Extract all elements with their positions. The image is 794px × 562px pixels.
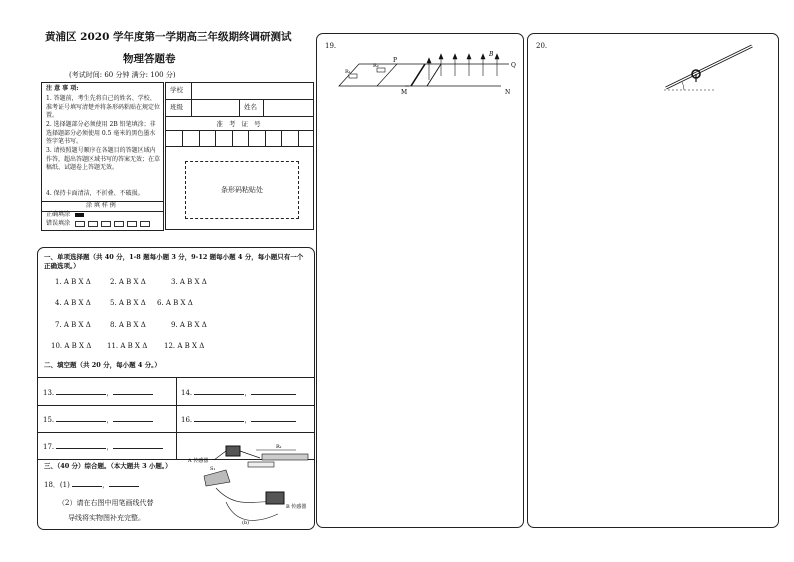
q18-1-blank-2[interactable]	[109, 486, 139, 487]
filled-bubble-icon	[75, 213, 84, 217]
r1-label: R₁	[276, 444, 282, 450]
separator: ，	[106, 416, 114, 424]
wrong-bubble-icon	[140, 221, 150, 227]
fill-q16[interactable]	[181, 415, 296, 425]
school-field[interactable]	[192, 83, 314, 100]
figure-b-label: (b)	[242, 520, 250, 526]
separator: ，	[244, 416, 252, 424]
label-p: P	[393, 57, 398, 64]
mc-question-10[interactable]: 10. A B X Δ	[51, 342, 92, 350]
q20-panel	[527, 33, 779, 528]
answer-sheet-title: 物理答题卷	[123, 53, 176, 65]
fill-example-label: 涂 填 样 例	[86, 202, 116, 209]
s1-label: S₁	[210, 466, 216, 472]
wrong-bubble-icon	[101, 221, 111, 227]
mc-question-7[interactable]: 7. A B X Δ	[55, 321, 91, 329]
label-r1: R₁	[345, 69, 351, 75]
exam-title: 黄浦区 2020 学年度第一学期高三年级期终调研测试	[45, 31, 292, 43]
mc-question-5[interactable]: 5. A B X Δ	[110, 299, 146, 307]
q18-part1	[44, 480, 139, 490]
fill-q14[interactable]	[181, 388, 296, 398]
wire	[240, 451, 260, 458]
separator: ，	[106, 443, 114, 451]
exam-id-digit-boxes[interactable]	[166, 131, 314, 147]
section2-heading: 二、填空题（共 20 分，每小题 4 分。）	[44, 361, 161, 369]
mc-question-1[interactable]: 1. A B X Δ	[55, 278, 91, 286]
separator: ，	[244, 389, 252, 397]
angle-arc	[682, 82, 684, 90]
sensor-a-icon	[226, 446, 240, 456]
wrong-fill-row	[46, 220, 153, 229]
q19-figure	[329, 46, 519, 96]
q16-blank-2[interactable]	[251, 421, 296, 422]
section3-heading: 三、（40 分）综合题。（本大题共 3 小题。）	[44, 462, 172, 470]
label-m: M	[401, 89, 408, 96]
q18-1-blank-1[interactable]	[72, 486, 102, 487]
answer-section-box	[37, 247, 315, 530]
wrong-fill-label: 错误填涂	[46, 220, 71, 227]
notice-item: 4. 保持卡面清洁，不折叠、不破损。	[46, 190, 144, 197]
class-field[interactable]	[192, 100, 240, 117]
fill-q17[interactable]	[43, 442, 163, 452]
q15-blank-1[interactable]	[56, 421, 106, 422]
name-field[interactable]	[264, 100, 314, 117]
label-b: B	[489, 51, 494, 58]
sensor-b-icon	[266, 492, 284, 504]
mc-question-12[interactable]: 12. A B X Δ	[164, 342, 205, 350]
wrong-bubble-icon	[127, 221, 137, 227]
mc-question-2[interactable]: 2. A B X Δ	[110, 278, 146, 286]
battery-icon	[204, 470, 230, 486]
notice-item: 3. 请按照题号顺序在各题目的答题区域内作答，超出答题区域书写的答案无效；在草稿纸、试题卷上答题无效。	[46, 147, 161, 172]
q17-blank-2[interactable]	[113, 448, 163, 449]
q13-blank-1[interactable]	[56, 394, 106, 395]
exam-id-label: 准 考 证 号	[166, 117, 314, 131]
q17-blank-1[interactable]	[56, 448, 106, 449]
name-label: 姓名	[240, 100, 264, 117]
mc-question-4[interactable]: 4. A B X Δ	[55, 299, 91, 307]
q16-blank-1[interactable]	[194, 421, 244, 422]
rail-frame	[339, 64, 397, 86]
school-label: 学校	[166, 83, 192, 100]
wrong-bubble-icon	[114, 221, 124, 227]
class-label: 班级	[166, 100, 192, 117]
notice-heading: 注 意 事 项:	[46, 85, 79, 92]
wire	[214, 451, 226, 460]
q16-label: 16.	[181, 416, 193, 424]
q14-label: 14.	[181, 389, 193, 397]
mc-question-8[interactable]: 8. A B X Δ	[110, 321, 146, 329]
mc-question-11[interactable]: 11. A B X Δ	[107, 342, 148, 350]
switch-icon	[248, 462, 274, 467]
sensor-a-label: A 传感器	[188, 458, 209, 464]
notice-item: 1. 答题前，考生先将自己的姓名、学校、准考证号填写清楚并将条形码粘贴在规定位置。	[46, 95, 161, 120]
separator: ，	[102, 481, 110, 489]
wire	[216, 488, 272, 503]
notice-item: 2. 选择题部分必须使用 2B 铅笔填涂；非选择题部分必须使用 0.5 毫米的黑色墨水签字笔书写。	[46, 121, 156, 146]
label-q: Q	[511, 62, 516, 69]
barcode-area	[185, 161, 299, 219]
q15-blank-2[interactable]	[113, 421, 153, 422]
fill-q15[interactable]	[43, 415, 153, 425]
mc-question-9[interactable]: 9. A B X Δ	[171, 321, 207, 329]
rheostat-icon	[262, 454, 308, 460]
q18-circuit-figure[interactable]	[186, 440, 314, 526]
q15-label: 15.	[43, 416, 55, 424]
q13-blank-2[interactable]	[113, 394, 153, 395]
barcode-label: 条形码粘贴处	[221, 186, 263, 194]
label-n: N	[505, 89, 511, 96]
q20-figure	[658, 42, 758, 98]
sensor-b-label: B 传感器	[286, 504, 307, 510]
mc-question-6[interactable]: 6. A B X Δ	[157, 299, 193, 307]
q19-panel	[316, 33, 524, 528]
correct-fill-row	[46, 211, 84, 220]
wire	[226, 502, 278, 520]
incline-rod-inner	[666, 46, 752, 88]
correct-fill-label: 正确填涂	[46, 211, 71, 218]
q20-label: 20.	[536, 42, 548, 50]
q18-2-text: （2）请在右图中用笔画线代替	[58, 499, 154, 507]
q14-blank-2[interactable]	[251, 394, 296, 395]
label-r2: R₂	[373, 63, 379, 69]
notice-box	[41, 82, 164, 231]
conductor-rod	[411, 64, 425, 86]
wrong-bubble-icon	[75, 221, 85, 227]
q19-label: 19.	[325, 42, 337, 50]
mc-question-3[interactable]: 3. A B X Δ	[171, 278, 207, 286]
section1-heading: 一、单项选择题（共 40 分，1-8 题每小题 3 分，9-12 题每小题 4 分，每小题只有一个正确选项。）	[44, 253, 304, 270]
student-info-table	[165, 82, 314, 230]
q13-label: 13.	[43, 389, 55, 397]
time-score-info: (考试时间: 60 分钟 满分: 100 分)	[69, 71, 176, 79]
q18-2-text-b: 导线将实物图补充完整。	[68, 514, 145, 522]
separator: ，	[106, 389, 114, 397]
q17-label: 17.	[43, 443, 55, 451]
q14-blank-1[interactable]	[194, 394, 244, 395]
wrong-bubble-icon	[88, 221, 98, 227]
fill-q13[interactable]	[43, 388, 153, 398]
q18-1-label: 18．(1)	[44, 481, 70, 489]
